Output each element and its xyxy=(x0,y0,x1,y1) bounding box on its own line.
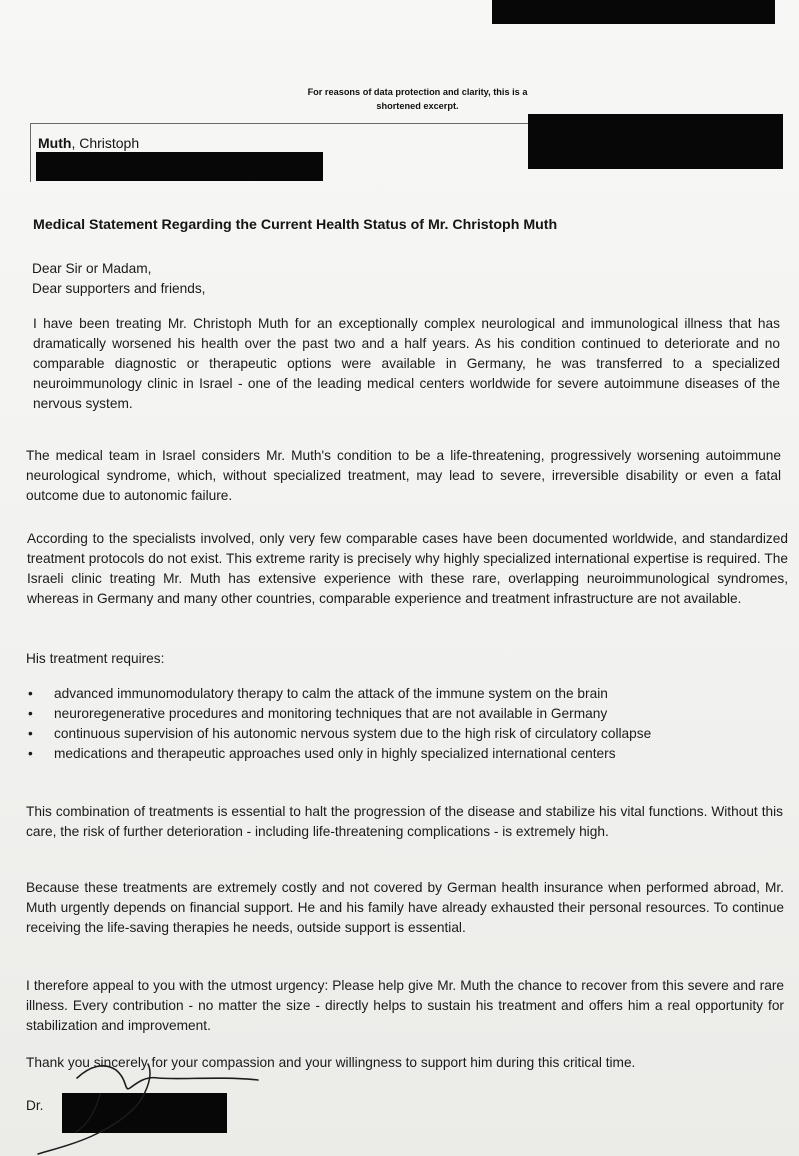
list-item-text: medications and therapeutic approaches used only in highly specialized international centers xyxy=(54,746,616,761)
patient-given-name: , Christoph xyxy=(71,135,140,151)
treatment-list xyxy=(26,684,786,764)
paragraph-1 xyxy=(33,314,780,414)
treatment-intro-text: His treatment requires: xyxy=(26,651,165,666)
salutation-line-1: Dear Sir or Madam, xyxy=(32,261,152,276)
paragraph-2-text: The medical team in Israel considers Mr. Muth's condition to be a life-threatening, progressively worsening autoimmune neurological syndrome, which, without specialized treatment, may lead to severe, irreversible disability or even a fatal outcome due to autonomic failure. xyxy=(26,448,781,503)
redaction-bar-top xyxy=(492,0,775,24)
treatment-intro xyxy=(26,649,426,669)
patient-name xyxy=(38,135,139,151)
list-item-text: neuroregenerative procedures and monitoring techniques that are not available in Germany xyxy=(54,706,608,721)
data-protection-notice xyxy=(285,85,550,113)
statement-title: Medical Statement Regarding the Current Health Status of Mr. Christoph Muth xyxy=(33,217,558,233)
salutation-line-2: Dear supporters and friends, xyxy=(32,281,206,296)
list-item xyxy=(26,744,786,764)
paragraph-6-text: I therefore appeal to you with the utmost urgency: Please help give Mr. Muth the chance to recover from this severe and rare illness. Every contribution - no matter the size - directly helps to sustain his treatment and offers him a real opportunity for stabilization and improvement. xyxy=(26,978,784,1033)
paragraph-3 xyxy=(27,529,788,609)
salutation xyxy=(32,259,632,299)
bullet-dot-icon: • xyxy=(28,706,33,721)
list-item xyxy=(26,684,786,704)
closing-thanks-text: Thank you sincerely for your compassion and your willingness to support him during this critical time. xyxy=(26,1055,636,1070)
notice-line-1: For reasons of data protection and clarity, this is a xyxy=(307,87,528,97)
paragraph-5-text: Because these treatments are extremely costly and not covered by German health insurance when performed abroad, Mr. Muth urgently depends on financial support. He and his family have already exhausted their personal resources. To continue receiving the life-saving therapies he needs, outside support is essential. xyxy=(26,880,784,935)
paragraph-4-text: This combination of treatments is essential to halt the progression of the disease and stabilize his vital functions. Without this care, the risk of further deterioration - including life-threatening complications - is extremely high. xyxy=(26,804,783,839)
paragraph-2 xyxy=(26,446,781,506)
list-item-text: continuous supervision of his autonomic nervous system due to the high risk of circulatory collapse xyxy=(54,726,652,741)
paragraph-6 xyxy=(26,976,784,1036)
redaction-bar-address xyxy=(36,152,323,181)
paragraph-3-text: According to the specialists involved, only very few comparable cases have been documented worldwide, and standardized treatment protocols do not exist. This extreme rarity is precisely why highly specialized international expertise is required. The Israeli clinic treating Mr. Muth has extensive experience with these rare, overlapping neuroimmunological syndromes, whereas in Germany and many other countries, comparable experience and treatment infrastructure are not available. xyxy=(27,531,788,606)
signature-scribble xyxy=(30,1050,280,1156)
paragraph-5 xyxy=(26,878,784,938)
list-item-text: advanced immunomodulatory therapy to calm the attack of the immune system on the brain xyxy=(54,686,608,701)
signature-prefix: Dr. xyxy=(26,1098,44,1113)
bullet-dot-icon: • xyxy=(28,686,33,701)
notice-line-2: shortened excerpt. xyxy=(376,101,459,111)
patient-surname: Muth xyxy=(38,135,72,151)
redaction-bar-header-right xyxy=(528,114,783,169)
bullet-dot-icon: • xyxy=(28,726,33,741)
paragraph-4 xyxy=(26,802,783,842)
paragraph-1-text: I have been treating Mr. Christoph Muth for an exceptionally complex neurological and immunological illness that has dramatically worsened his health over the past two and a half years. As his condition continued to deteriorate and no comparable diagnostic or therapeutic options were available in Germany, he was transferred to a specialized neuroimmunology clinic in Israel - one of the leading medical centers worldwide for severe autoimmune diseases of the nervous system. xyxy=(33,316,780,411)
list-item xyxy=(26,724,786,744)
list-item xyxy=(26,704,786,724)
bullet-dot-icon: • xyxy=(28,746,33,761)
